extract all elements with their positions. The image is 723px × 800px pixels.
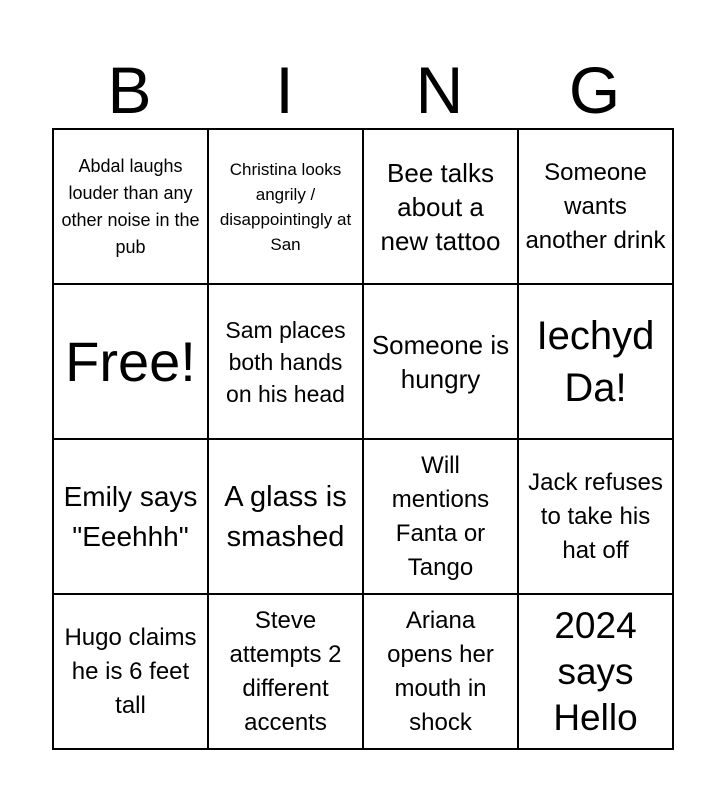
bingo-cell[interactable]: Abdal laughs louder than any other noise in the pub [53, 129, 208, 284]
free-cell[interactable]: Free! [53, 284, 208, 439]
bingo-cell[interactable]: Someone is hungry [363, 284, 518, 439]
bingo-cell[interactable]: Ariana opens her mouth in shock [363, 594, 518, 749]
bingo-cell[interactable]: Sam places both hands on his head [208, 284, 363, 439]
grid-row [53, 439, 673, 594]
grid-row [53, 594, 673, 749]
bingo-cell[interactable]: Will mentions Fanta or Tango [363, 439, 518, 594]
bingo-cell[interactable]: Christina looks angrily / disappointingly at San [208, 129, 363, 284]
bingo-header [52, 52, 672, 128]
header-letter-g: G [568, 53, 621, 127]
bingo-cell[interactable]: A glass is smashed [208, 439, 363, 594]
header-letter-i: I [275, 53, 294, 127]
bingo-grid [52, 128, 674, 750]
header-letter-n: N [415, 53, 464, 127]
bingo-cell[interactable]: Iechyd Da! [518, 284, 673, 439]
grid-row [53, 284, 673, 439]
bingo-cell[interactable]: Someone wants another drink [518, 129, 673, 284]
grid-row [53, 129, 673, 284]
bingo-cell[interactable]: Emily says "Eeehhh" [53, 439, 208, 594]
bingo-cell[interactable]: Steve attempts 2 different accents [208, 594, 363, 749]
bingo-cell[interactable]: Hugo claims he is 6 feet tall [53, 594, 208, 749]
header-letter-b: B [107, 53, 152, 127]
bingo-cell[interactable]: Jack refuses to take his hat off [518, 439, 673, 594]
bingo-cell[interactable]: 2024 says Hello [518, 594, 673, 749]
bingo-cell[interactable]: Bee talks about a new tattoo [363, 129, 518, 284]
